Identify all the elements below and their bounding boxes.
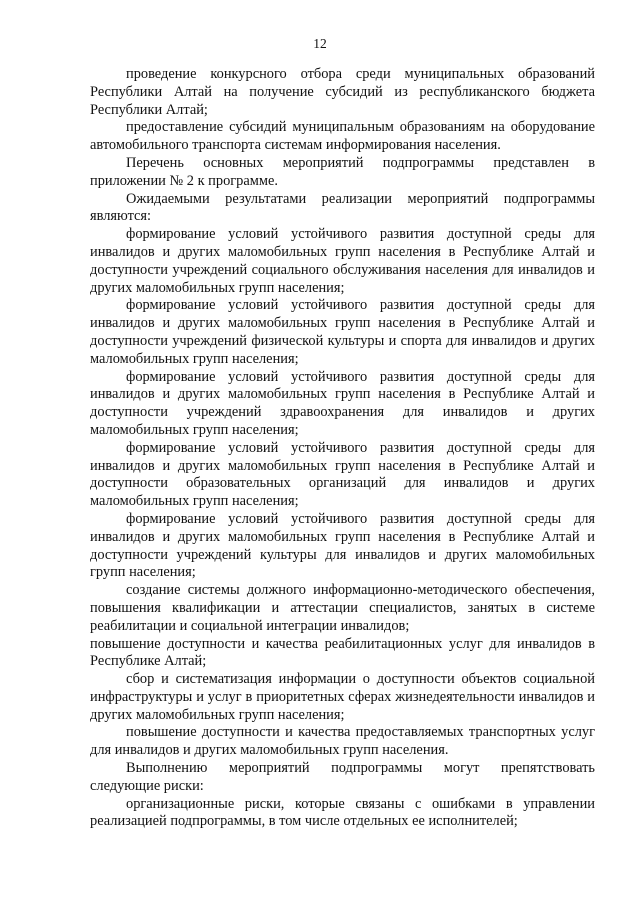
paragraph: создание системы должного информационно-методического обеспечения, повышения квалификации и аттестации специалистов, занятых в системе реабилитации и социальной интеграции инвалидов; <box>90 582 595 634</box>
paragraph: Выполнению мероприятий подпрограммы могут препятствовать следующие риски: <box>90 760 595 794</box>
paragraph: формирование условий устойчивого развития доступной среды для инвалидов и других маломобильных групп населения в Республике Алтай и доступности учреждений социального обслуживания населения для инвалидов и других маломобильных групп населения; <box>90 226 595 296</box>
paragraph: повышение доступности и качества реабилитационных услуг для инвалидов в Республике Алтай; <box>90 635 595 670</box>
paragraph: предоставление субсидий муниципальным образованиям на оборудование автомобильного транспорта системам информирования населения. <box>90 119 595 154</box>
paragraph: Ожидаемыми результатами реализации мероприятий подпрограммы являются: <box>90 190 595 225</box>
paragraph: повышение доступности и качества предоставляемых транспортных услуг для инвалидов и других маломобильных групп населения. <box>90 724 595 759</box>
paragraph: формирование условий устойчивого развития доступной среды для инвалидов и других маломобильных групп населения в Республике Алтай и доступности учреждений культуры для инвалидов и других маломобильных групп населения; <box>90 510 595 581</box>
document-body <box>90 66 595 831</box>
paragraph: организационные риски, которые связаны с ошибками в управлении реализацией подпрограммы, в том числе отдельных ее исполнителей; <box>90 795 595 830</box>
paragraph: Перечень основных мероприятий подпрограммы представлен в приложении № 2 к программе. <box>90 154 595 189</box>
paragraph: формирование условий устойчивого развития доступной среды для инвалидов и других маломобильных групп населения в Республике Алтай и доступности учреждений здравоохранения для инвалидов и других маломобильных групп населения; <box>90 368 595 438</box>
paragraph: формирование условий устойчивого развития доступной среды для инвалидов и других маломобильных групп населения в Республике Алтай и доступности образовательных организаций для инвалидов и других маломобильных групп населения; <box>90 439 595 510</box>
paragraph: сбор и систематизация информации о доступности объектов социальной инфраструктуры и услуг в приоритетных сферах жизнедеятельности инвалидов и других маломобильных групп населения; <box>90 671 595 723</box>
page-number: 12 <box>313 36 327 51</box>
paragraph: формирование условий устойчивого развития доступной среды для инвалидов и других маломобильных групп населения в Республике Алтай и доступности учреждений физической культуры и спорта для инвалидов и других маломобильных групп населения; <box>90 297 595 367</box>
paragraph: проведение конкурсного отбора среди муниципальных образований Республики Алтай на получение субсидий из республиканского бюджета Республики Алтай; <box>90 66 595 118</box>
